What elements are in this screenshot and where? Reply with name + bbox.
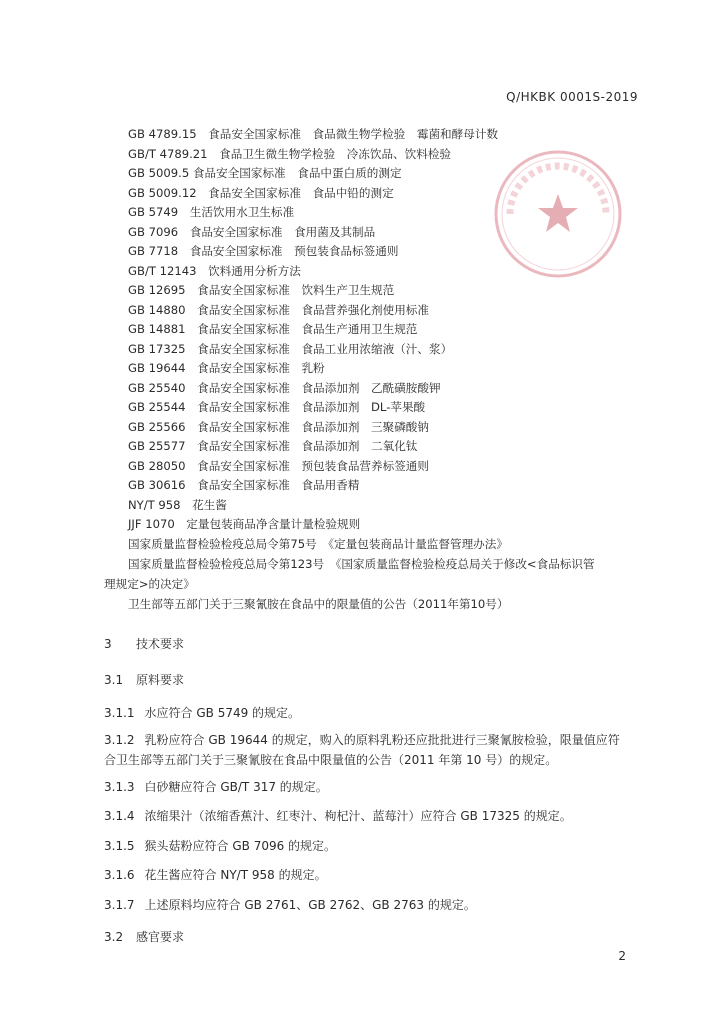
clause-number: 3.1.3 [104,780,135,794]
section-heading-3 [104,636,184,652]
reference-item: GB 7096 食品安全国家标准 食用菌及其制品 [128,225,376,239]
section-number: 3 [104,637,112,651]
official-seal-stamp [492,148,624,280]
reference-item: GB 19644 食品安全国家标准 乳粉 [128,361,325,375]
reference-item: GB 4789.15 食品安全国家标准 食品微生物学检验 霉菌和酵母计数 [128,127,499,141]
clause-3-1-4 [104,806,624,826]
clause-number: 3.1.4 [104,809,135,823]
reference-item: GB 7718 食品安全国家标准 预包装食品标签通则 [128,244,399,258]
document-id: Q/HKBK 0001S-2019 [506,90,638,104]
clause-number: 3.1.7 [104,898,135,912]
reference-item: GB 25577 食品安全国家标准 食品添加剂 二氧化钛 [128,439,418,453]
reference-item: GB/T 12143 饮料通用分析方法 [128,264,301,278]
section-number: 3.1 [104,673,124,687]
reference-item: NY/T 958 花生酱 [128,498,227,512]
reference-item: GB 25566 食品安全国家标准 食品添加剂 三聚磷酸钠 [128,420,429,434]
clause-3-1-5 [104,836,624,856]
clause-number: 3.1.2 [104,733,135,747]
star-icon [538,194,578,232]
clause-text: 乳粉应符合 GB 19644 的规定，购入的原料乳粉还应批批进行三聚氰胺检验，限量值应符合卫生部等五部门关于三聚氰胺在食品中限量值的公告（2011 年第 10 号）的规定。 [104,733,620,767]
clause-text: 水应符合 GB 5749 的规定。 [144,706,301,720]
regulation-item-continuation: 理规定>的决定》 [104,577,195,591]
section-title: 原料要求 [136,673,185,687]
section-heading-3-1 [104,672,184,688]
reference-item: GB 17325 食品安全国家标准 食品工业用浓缩液（汁、浆） [128,342,453,356]
clause-3-1-6 [104,865,624,885]
reference-item: GB 14880 食品安全国家标准 食品营养强化剂使用标准 [128,303,429,317]
clause-text: 花生酱应符合 NY/T 958 的规定。 [144,868,327,882]
reference-item: GB 30616 食品安全国家标准 食品用香精 [128,478,360,492]
reference-item: JJF 1070 定量包装商品净含量计量检验规则 [128,517,361,531]
reference-item: GB/T 4789.21 食品卫生微生物学检验 冷冻饮品、饮料检验 [128,147,452,161]
clause-3-1-2 [104,730,624,770]
clause-3-1-1 [104,703,624,723]
regulation-item: 国家质量监督检验检疫总局令第123号 《国家质量监督检验检疫总局关于修改<食品标识管 [128,557,595,571]
clause-text: 浓缩果汁（浓缩香蕉汁、红枣汁、枸杞汁、蓝莓汁）应符合 GB 17325 的规定。 [144,809,572,823]
clause-number: 3.1.6 [104,868,135,882]
clause-text: 上述原料均应符合 GB 2761、GB 2762、GB 2763 的规定。 [144,898,476,912]
reference-item: GB 14881 食品安全国家标准 食品生产通用卫生规范 [128,322,418,336]
regulation-item: 国家质量监督检验检疫总局令第75号 《定量包装商品计量监督管理办法》 [128,537,508,551]
clause-number: 3.1.5 [104,839,135,853]
page-number: 2 [618,949,626,963]
clause-text: 猴头菇粉应符合 GB 7096 的规定。 [144,839,337,853]
reference-item: GB 5009.5 食品安全国家标准 食品中蛋白质的测定 [128,166,402,180]
reference-item: GB 25544 食品安全国家标准 食品添加剂 DL-苹果酸 [128,400,426,414]
clause-3-1-3 [104,777,624,797]
reference-item: GB 5749 生活饮用水卫生标准 [128,205,295,219]
reference-item: GB 5009.12 食品安全国家标准 食品中铅的测定 [128,186,394,200]
section-heading-3-2 [104,929,184,945]
reference-item: GB 12695 食品安全国家标准 饮料生产卫生规范 [128,283,395,297]
clause-3-1-7 [104,895,624,915]
section-number: 3.2 [104,930,124,944]
section-title: 感官要求 [136,930,185,944]
reference-item: GB 28050 食品安全国家标准 预包装食品营养标签通则 [128,459,429,473]
clause-text: 白砂糖应符合 GB/T 317 的规定。 [144,780,328,794]
regulation-item: 卫生部等五部门关于三聚氰胺在食品中的限量值的公告（2011年第10号） [128,597,509,611]
clause-number: 3.1.1 [104,706,135,720]
section-title: 技术要求 [136,637,185,651]
reference-item: GB 25540 食品安全国家标准 食品添加剂 乙酰磺胺酸钾 [128,381,441,395]
